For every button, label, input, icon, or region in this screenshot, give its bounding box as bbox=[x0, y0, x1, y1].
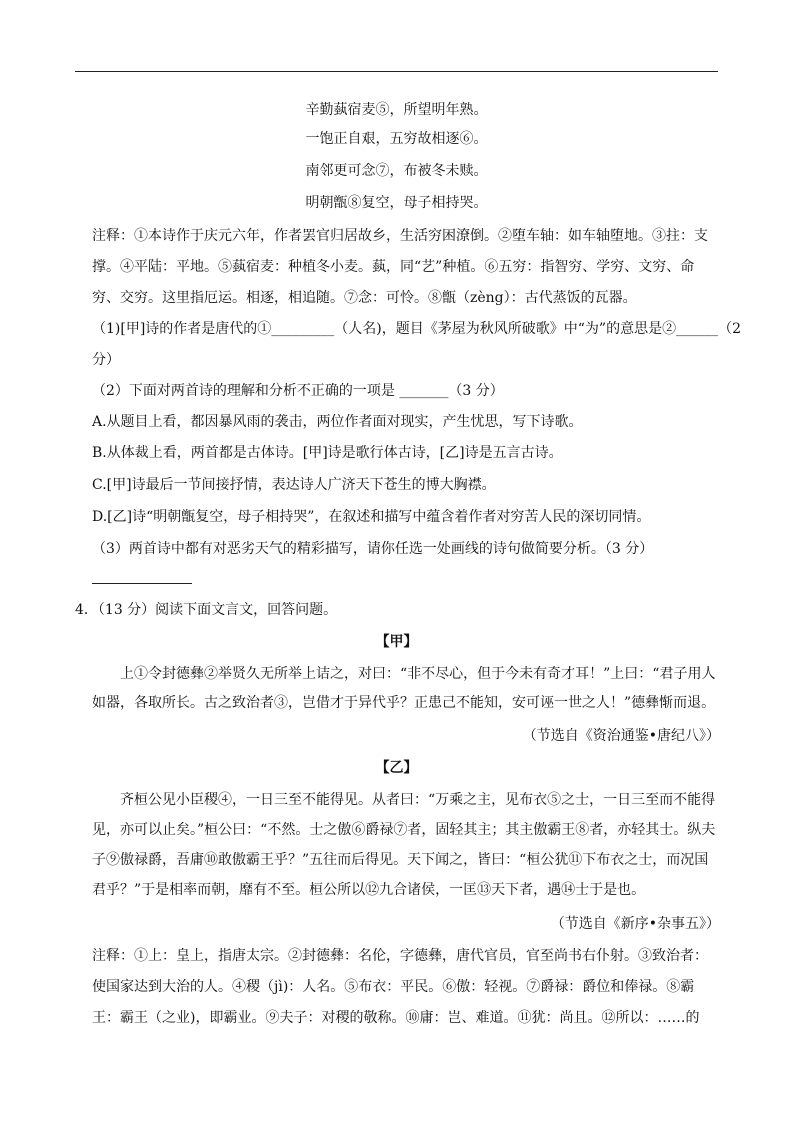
question-2: （2）下面对两首诗的理解和分析不正确的一项是 _______（3 分） bbox=[92, 383, 504, 399]
annotation-line: 注释：①上：皇上，指唐太宗。②封德彝：名伦，字德彝，唐代官员，官至尚书右仆射。③致治者： bbox=[92, 948, 708, 964]
poem-line-3: 南邻更可念⑦，布被冬未赎。 bbox=[305, 163, 488, 179]
poem-line-1: 辛勤蓺宿麦⑤，所望明年熟。 bbox=[305, 102, 488, 118]
yi-text-line: 齐桓公见小臣稷④，一日三至不能得见。从者曰：“万乘之主，见布衣⑤之士，一日三至而不能得 bbox=[120, 792, 716, 808]
yi-text-line: 子⑨傲禄爵，吾庸⑩敢傲霸王乎？”五往而后得见。天下闻之，皆曰：“桓公犹⑪下布衣之士，而况国 bbox=[92, 852, 709, 868]
poem-line-2: 一饱正自艰，五穷故相逐⑥。 bbox=[305, 131, 488, 147]
option-a: A.从题目上看，都因暴风雨的袭击，两位作者面对现实，产生忧思，写下诗歌。 bbox=[92, 414, 583, 430]
section-yi-title: 【乙】 bbox=[375, 760, 418, 776]
yi-text-line: 见，亦可以止矣。”桓公曰：“不然。士之傲⑥爵禄⑦者，固轻其主；其主傲霸王⑧者，亦轻其士。纵夫 bbox=[92, 822, 716, 838]
jia-source: （节选自《资治通鉴•唐纪八》） bbox=[522, 728, 720, 744]
question-1-line: 分） bbox=[92, 352, 120, 368]
jia-text-line: 如器，各取所长。古之致治者③，岂借才于异代乎？正患己不能知，安可诬一世之人！”德彝惭而退。 bbox=[92, 695, 716, 711]
section-jia-title: 【甲】 bbox=[375, 634, 418, 650]
question-1-line: （1)[甲]诗的作者是唐代的①_________（人名)，题目《茅屋为秋风所破歌》中“为”的意思是②______（2 bbox=[92, 321, 741, 337]
question-4-header: 4．（13 分）阅读下面文言文，回答问题。 bbox=[75, 602, 338, 618]
option-c: C.[甲]诗最后一节间接抒情，表达诗人广济天下苍生的博大胸襟。 bbox=[92, 477, 496, 493]
option-d: D.[乙]诗“明朝甑复空，母子相持哭”，在叙述和描写中蕴含着作者对穷苦人民的深切同情。 bbox=[92, 509, 651, 525]
header-rule bbox=[75, 71, 718, 72]
yi-source: （节选自《新序•杂事五》） bbox=[550, 916, 720, 932]
annotation-line: 穷、交穷。这里指厄运。相逐，相追随。⑦念：可怜。⑧甑（zèng）：古代蒸饭的瓦器。 bbox=[92, 290, 637, 306]
answer-blank-line bbox=[92, 583, 192, 584]
yi-text-line: 君乎？”于是相率而朝，靡有不至。桓公所以⑫九合诸侯，一匡⑬天下者，遇⑭士于是也。 bbox=[92, 882, 646, 898]
question-3: （3）两首诗中都有对恶劣天气的精彩描写，请你任选一处画线的诗句做简要分析。（3 分） bbox=[92, 541, 654, 557]
annotation-line: 使国家达到大治的人。④稷（jì)：人名。⑤布衣：平民。⑥傲：轻视。⑦爵禄：爵位和俸禄。⑧霸 bbox=[92, 979, 695, 995]
annotation-line: 王：霸王（之业)，即霸业。⑨夫子：对稷的敬称。⑩庸：岂、难道。⑪犹：尚且。⑫所以：……的 bbox=[92, 1010, 700, 1026]
poem-line-4: 明朝甑⑧复空，母子相持哭。 bbox=[305, 195, 488, 211]
jia-text-line: 上①令封德彝②举贤久无所举上诘之，对曰：“非不尽心，但于今未有奇才耳！”上曰：“君子用人 bbox=[120, 666, 716, 682]
annotation-line: 注释：①本诗作于庆元六年，作者罢官归居故乡，生活穷困潦倒。②堕车轴：如车轴堕地。③拄：支 bbox=[92, 228, 708, 244]
option-b: B.从体裁上看，两首都是古体诗。[甲]诗是歌行体古诗，[乙]诗是五言古诗。 bbox=[92, 445, 563, 461]
annotation-line: 撑。④平陆：平地。⑤蓺宿麦：种植冬小麦。蓺，同“艺”种植。⑥五穷：指智穷、学穷、文穷、命 bbox=[92, 259, 695, 275]
